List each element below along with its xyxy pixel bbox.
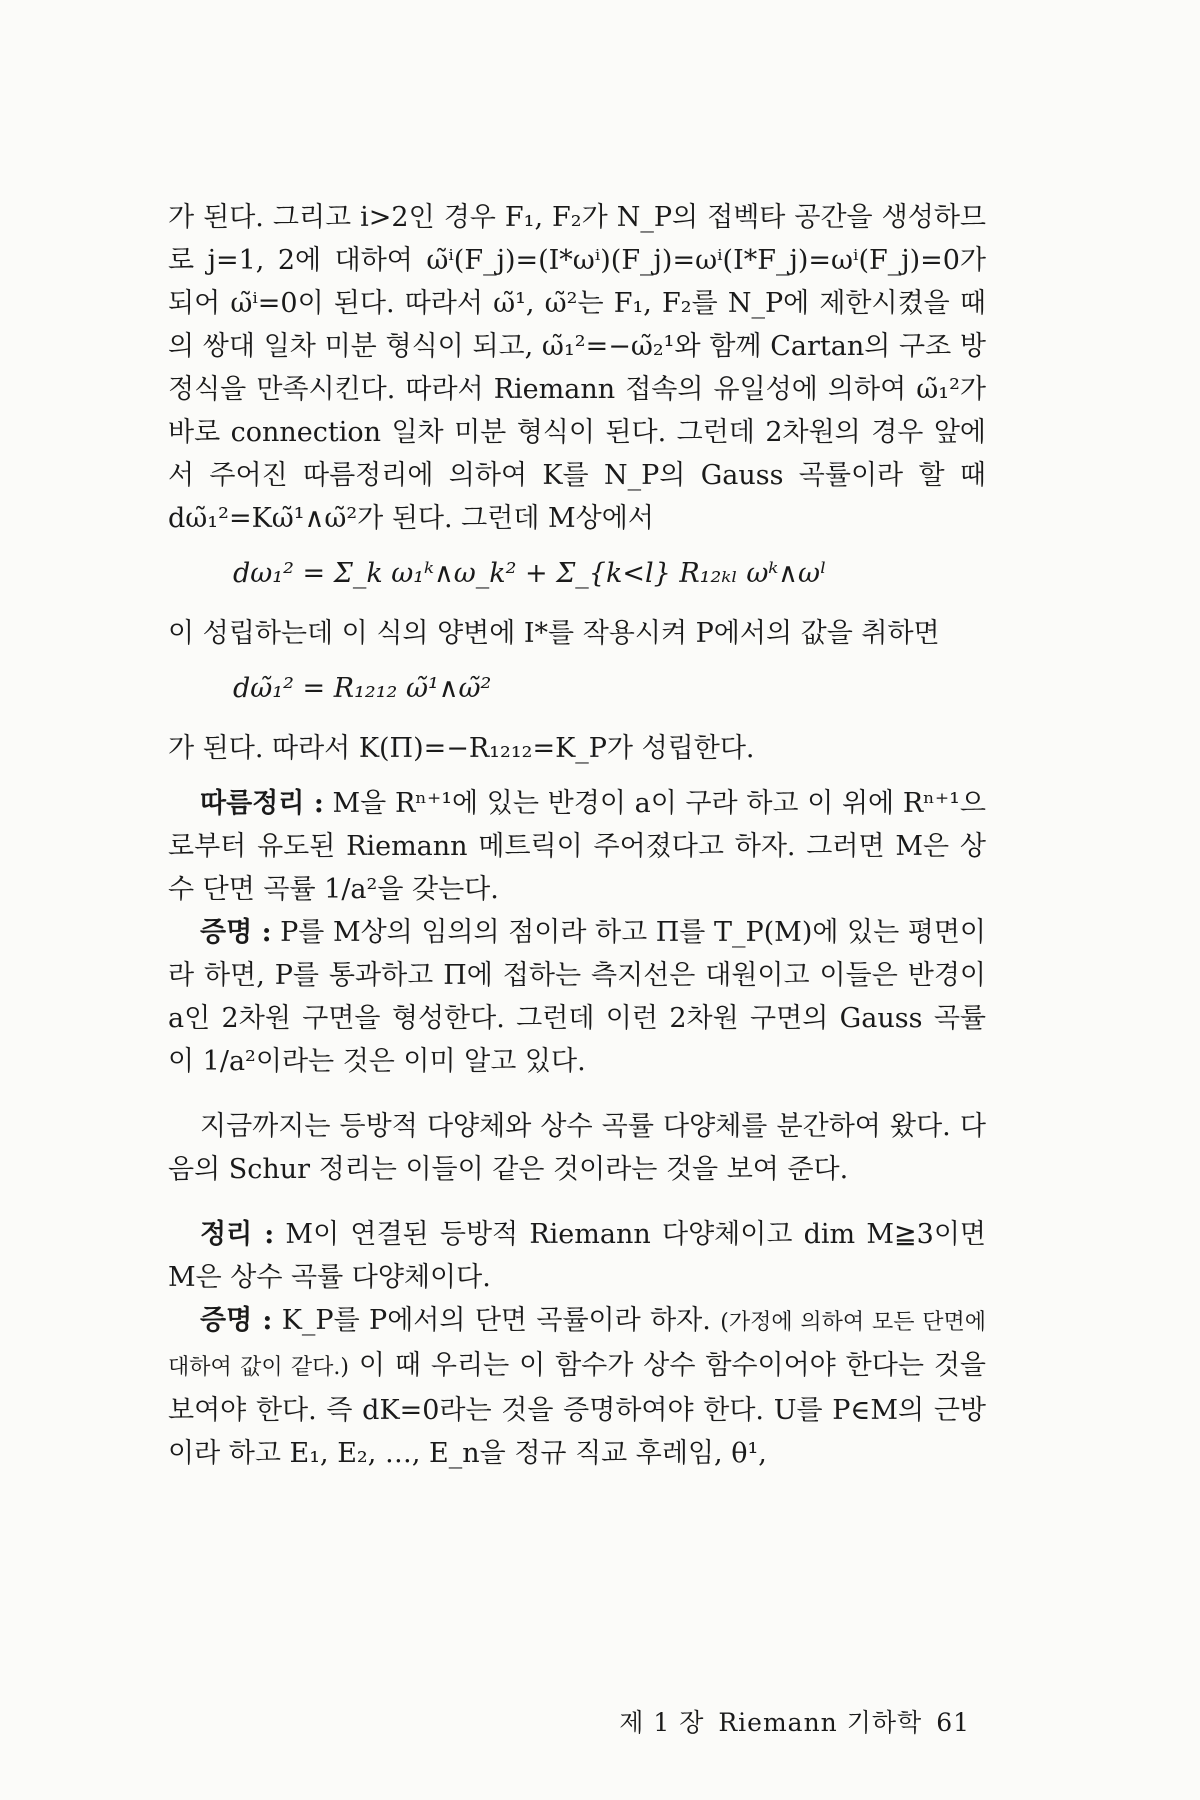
proof-2-text-b: 이 때 우리는 이 함수가 상수 함수이어야 한다는 것을 보여야 한다. 즉 dK=0라는 것을 증명하여야 한다. U를 P∈M의 근방이라 하고 E₁, E₂, …, E_n을 정규 직교 후레임, θ¹, [168,1350,986,1469]
page-number: 61 [936,1708,970,1737]
corollary-label: 따름정리 : [200,788,324,819]
page-body [168,196,986,1475]
paragraph-1: 가 된다. 그리고 i>2인 경우 F₁, F₂가 N_P의 접벡타 공간을 생성하므로 j=1, 2에 대하여 ω̃ⁱ(F_j)=(I*ωⁱ)(F_j)=ωⁱ(I*F_j)=ωⁱ(F_j)=0가 되어 ω̃ⁱ=0이 된다. 따라서 ω̃¹, ω̃²는 F₁, F₂를 N_P에 제한시켰을 때의 쌍대 일차 미분 형식이 되고, ω̃₁²=−ω̃₂¹와 함께 Cartan의 구조 방정식을 만족시킨다. 따라서 Riemann 접속의 유일성에 의하여 ω̃₁²가 바로 connection 일차 미분 형식이 된다. 그런데 2차원의 경우 앞에서 주어진 따름정리에 의하여 K를 N_P의 Gauss 곡률이라 할 때 dω̃₁²=Kω̃¹∧ω̃²가 된다. 그런데 M상에서 [168,202,986,534]
theorem [168,1213,986,1299]
proof-1-label: 증명 : [200,917,272,948]
theorem-label: 정리 : [200,1219,275,1250]
paragraph-2: 이 성립하는데 이 식의 양변에 I*를 작용시켜 P에서의 값을 취하면 [168,618,940,649]
equation-2: dω̃₁² = R₁₂₁₂ ω̃¹∧ω̃² [233,673,492,704]
running-footer [605,1703,970,1739]
proof-2-label: 증명 : [200,1305,273,1336]
proof-1-text: P를 M상의 임의의 점이라 하고 Π를 T_P(M)에 있는 평면이라 하면, P를 통과하고 Π에 접하는 측지선은 대원이고 이들은 반경이 a인 2차원 구면을 형성한다. 그런데 이런 2차원 구면의 Gauss 곡률이 1/a²이라는 것은 이미 알고 있다. [168,917,987,1077]
proof-2-text-a: K_P를 P에서의 단면 곡률이라 하자. [281,1305,711,1336]
proof-1 [168,911,986,1083]
paragraph-4: 지금까지는 등방적 다양체와 상수 곡률 다양체를 분간하여 왔다. 다음의 Schur 정리는 이들이 같은 것이라는 것을 보여 준다. [168,1111,986,1185]
theorem-text: M이 연결된 등방적 Riemann 다양체이고 dim M≧3이면 M은 상수 곡률 다양체이다. [168,1219,986,1293]
proof-2-parenthetical: (가정에 의하여 모든 단면에 대하여 값이 같다.) [168,1310,986,1380]
footer-title: Riemann 기하학 [718,1708,923,1737]
corollary-text: M을 Rⁿ⁺¹에 있는 반경이 a이 구라 하고 이 위에 Rⁿ⁺¹으로부터 유도된 Riemann 메트릭이 주어졌다고 하자. 그러면 M은 상수 단면 곡률 1/a²을 갖는다. [168,788,986,905]
proof-2 [168,1299,986,1475]
footer-chapter: 제 1 장 [619,1708,705,1737]
equation-1: dω₁² = Σ_k ω₁ᵏ∧ω_k² + Σ_{k<l} R₁₂ₖₗ ωᵏ∧ωˡ [233,558,827,589]
corollary [168,782,986,911]
paragraph-3: 가 된다. 따라서 K(Π)=−R₁₂₁₂=K_P가 성립한다. [168,733,755,764]
